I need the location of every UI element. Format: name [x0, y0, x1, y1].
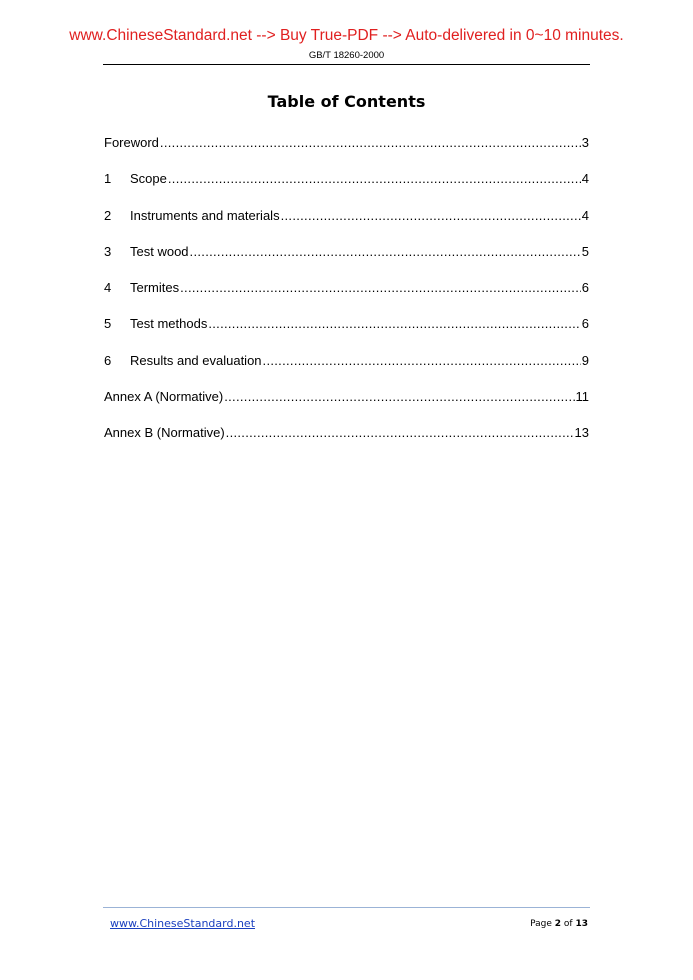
- toc-entry-instruments-and-materials[interactable]: [104, 206, 589, 242]
- toc-entry-scope[interactable]: [104, 169, 589, 205]
- toc-entry-page: 6: [581, 316, 589, 332]
- toc-entry-label: Foreword: [104, 135, 159, 150]
- toc-entry-label: Annex A (Normative): [104, 389, 224, 405]
- toc-entry-results-and-evaluation[interactable]: [104, 351, 589, 387]
- toc-entry-page: 6: [581, 280, 589, 296]
- toc-entry-number: 5: [104, 316, 112, 332]
- toc-entry-label: Scope: [130, 171, 167, 187]
- toc-dot-leader: [180, 278, 581, 298]
- toc-entry-number: 2: [104, 207, 112, 223]
- toc-entry-page: 13: [574, 425, 589, 441]
- toc-dot-leader: [226, 423, 574, 443]
- toc-entry-number: 1: [104, 171, 112, 187]
- toc-dot-leader: [160, 133, 581, 153]
- toc-entry-label: Termites: [130, 280, 180, 296]
- toc-dot-leader: [190, 242, 581, 262]
- toc-entry-label: Test wood: [130, 243, 189, 259]
- toc-entry-page: 4: [581, 207, 589, 223]
- toc-entry-termites[interactable]: [104, 278, 589, 314]
- toc-entry-test-methods[interactable]: [104, 314, 589, 350]
- toc-entry-number: 4: [104, 280, 112, 296]
- table-of-contents: [104, 133, 589, 460]
- footer-divider: [103, 907, 590, 908]
- page-total: 13: [575, 919, 588, 929]
- toc-entry-label: Results and evaluation: [130, 352, 262, 368]
- toc-entry-page: 11: [575, 389, 589, 405]
- toc-entry-label: Test methods: [130, 316, 208, 332]
- toc-entry-test-wood[interactable]: [104, 242, 589, 278]
- toc-entry-page: 9: [581, 352, 589, 368]
- toc-entry-label: Annex B (Normative): [104, 425, 225, 441]
- toc-dot-leader: [281, 206, 581, 226]
- toc-entry-page: 3: [581, 135, 589, 150]
- toc-entry-annex-a[interactable]: [104, 387, 589, 423]
- page-number: [530, 919, 588, 929]
- toc-entry-number: 6: [104, 352, 112, 368]
- toc-entry-annex-b[interactable]: [104, 423, 589, 459]
- toc-entry-page: 5: [581, 243, 589, 259]
- header-divider: [103, 64, 590, 65]
- document-code: GB/T 18260-2000: [308, 50, 385, 61]
- toc-entry-number: 3: [104, 243, 112, 259]
- toc-entry-page: 4: [581, 171, 589, 187]
- toc-entry-label: Instruments and materials: [130, 207, 280, 223]
- promo-banner[interactable]: www.ChineseStandard.net --> Buy True-PDF --> Auto-delivered in 0~10 minutes.: [69, 27, 624, 44]
- page-current: 2: [554, 919, 562, 929]
- toc-dot-leader: [263, 351, 581, 371]
- toc-entry-foreword[interactable]: [104, 133, 589, 169]
- toc-title: Table of Contents: [267, 92, 426, 111]
- toc-dot-leader: [224, 387, 574, 407]
- toc-dot-leader: [168, 169, 581, 189]
- toc-dot-leader: [208, 314, 580, 334]
- page-word: Page: [530, 919, 552, 929]
- footer-website-link[interactable]: www.ChineseStandard.net: [110, 917, 256, 930]
- page-of-word: of: [563, 919, 573, 929]
